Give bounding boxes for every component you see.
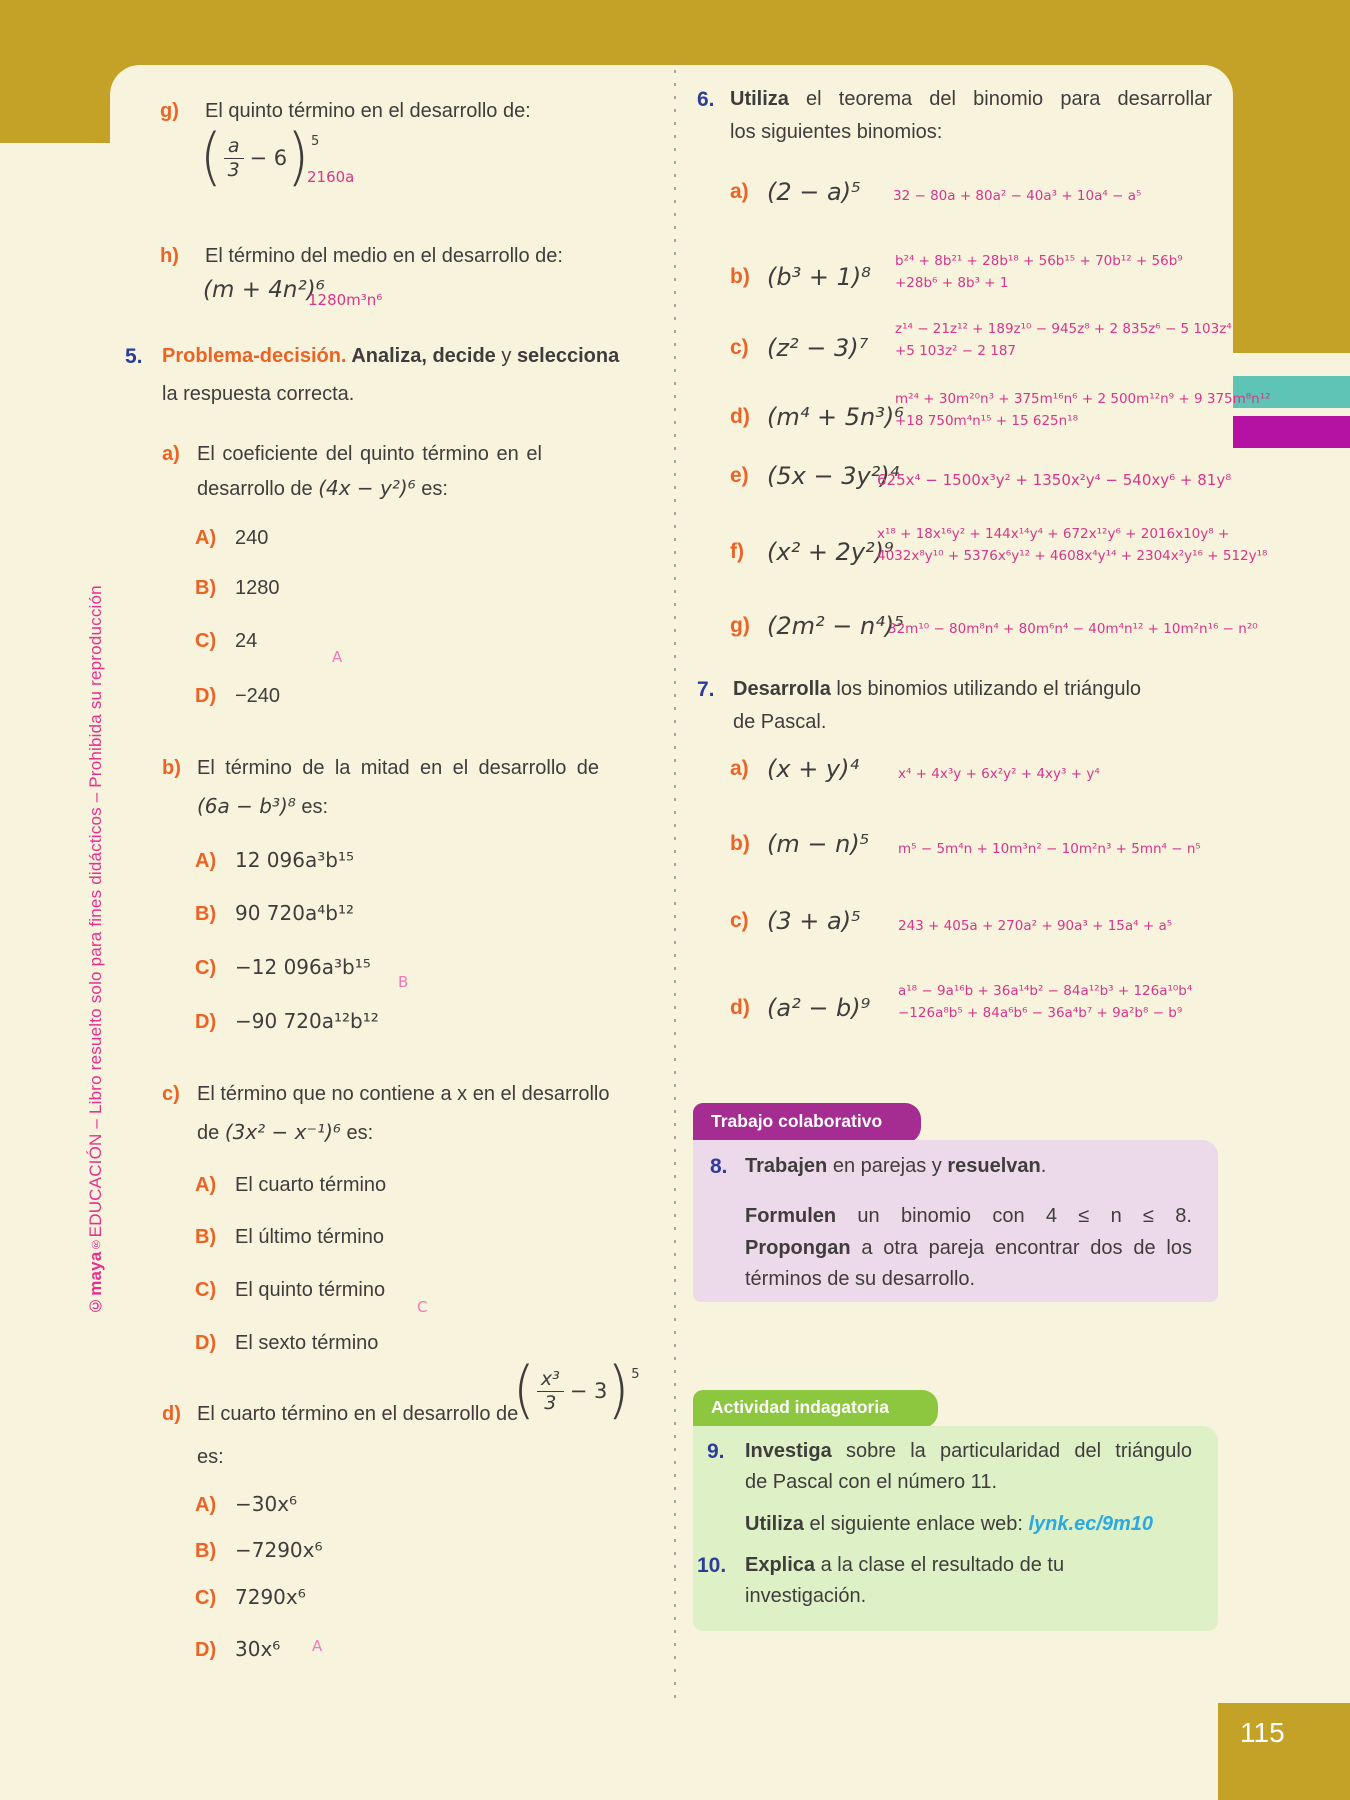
exercise-9-number: 9. [707,1440,725,1463]
ex6-item-c: c) (z² − 3)⁷ z¹⁴ − 21z¹² + 189z¹⁰ − 945z⁸ + 2 835z⁶ − 5 103z⁴ +5 103z² − 2 187 [730,321,1232,362]
q5a-line2: desarrollo de (4x − y²)⁶ es: [197,476,448,500]
page-number: 115 [1240,1717,1285,1748]
q5b-line1: El término de la mitad en el desarrollo de [197,757,599,779]
exercise-6-title: Utiliza el teorema del binomio para desarrollar [730,88,1212,110]
q5d-option-D: D) 30x⁶ [195,1637,281,1661]
fraction: $\frac{a}{3}$ [224,135,244,182]
exercise-7-title: Desarrolla los binomios utilizando el triángulo [733,678,1142,700]
ex7-item-c: c) (3 + a)⁵ 243 + 405a + 270a² + 90a³ + 15a⁴ + a⁵ [730,907,1173,935]
q5d-answer: A [312,1637,323,1655]
exercise-6-number: 6. [697,88,715,111]
ex6-item-g: g) (2m² − n⁴)⁵ 32m¹⁰ − 80m⁸n⁴ + 80m⁶n⁴ − 40m⁴n¹² + 10m²n¹⁶ − n²⁰ [730,612,1258,640]
q5c-option-D: D) El sexto término [195,1332,379,1354]
exercise-8-para-line3: términos de su desarrollo. [745,1268,976,1290]
inquiry-box-title: Actividad indagatoria [711,1397,889,1417]
item-g-text: El quinto término en el desarrollo de: [205,100,531,122]
exercise-10-line1: Explica a la clase el resultado de tu [745,1554,1065,1576]
q5a-line1: El coeficiente del quinto término en el [197,443,542,465]
q5b-option-D: D) −90 720a¹²b¹² [195,1009,379,1033]
q5c-option-C: C) El quinto término [195,1279,386,1301]
ex6-item-a: a) (2 − a)⁵ 32 − 80a + 80a² − 40a³ + 10a⁴ − a⁵ [730,178,1142,206]
q5d-option-B: B) −7290x⁶ [195,1538,323,1562]
q5a-option-B: B) 1280 [195,577,280,599]
item-h-text: El término del medio en el desarrollo de: [205,245,563,267]
q5a-option-C: C) 24 [195,630,258,652]
q5b-option-B: B) 90 720a⁴b¹² [195,901,354,925]
q5b-answer: B [398,973,409,991]
ex7-item-d: d) (a² − b)⁹ a¹⁸ − 9a¹⁶b + 36a¹⁴b² − 84a¹²b³ + 126a¹⁰b⁴ −126a⁸b⁵ + 84a⁶b⁶ − 36a⁴b⁷ + 9a²b⁸ − b⁹ [730,983,1193,1022]
ex6-item-b: b) (b³ + 1)⁸ b²⁴ + 8b²¹ + 28b¹⁸ + 56b¹⁵ + 70b¹² + 56b⁹ +28b⁶ + 8b³ + 1 [730,253,1183,291]
ex7-item-b: b) (m − n)⁵ m⁵ − 5m⁴n + 10m³n² − 10m²n³ + 5mn⁴ − n⁵ [730,830,1201,858]
exercise-5-number: 5. [125,345,143,368]
exercise-10-number: 10. [697,1554,727,1577]
exercise-10-line2: investigación. [745,1585,867,1607]
q5d-label: d) [162,1403,181,1425]
collab-box-title: Trabajo colaborativo [711,1111,883,1131]
exercise-9-line1: Investiga sobre la particularidad del triángulo [745,1440,1192,1462]
ex6-item-f: f) (x² + 2y²)⁹ x¹⁸ + 18x¹⁶y² + 144x¹⁴y⁴ + 672x¹²y⁶ + 2016x10y⁸ + 4032x⁸y¹⁰ + 5376x⁶y¹² + 4608x⁴y¹⁴ + 2304x²y¹⁶ + 512y¹⁸ [730,526,1268,566]
exercise-7-number: 7. [697,678,715,701]
item-g-answer: 2160a [307,168,355,186]
item-h-label: h) [160,245,179,267]
item-h-answer: 1280m³n⁶ [308,291,383,309]
close-paren: ) [607,1354,630,1427]
q5d-formula: ( $\frac{\text{x³}}{3}$ − 3 ) 5 [513,1354,640,1427]
column-divider [674,70,676,1700]
q5a-option-D: D) −240 [195,685,281,707]
exercise-5-title: Problema-decisión. Analiza, decide y selecciona [162,345,620,367]
item-g-formula: ( $\frac{a}{3}$ − 6 ) 5 [200,121,320,194]
q5b-option-A: A) 12 096a³b¹⁵ [195,848,354,872]
open-paren: ( [200,121,222,194]
q5c-label: c) [162,1083,180,1105]
publisher-brand: ©maya [86,1251,105,1315]
exercise-7-title-line2: de Pascal. [733,711,827,733]
page-number-block [1218,1703,1350,1800]
exercise-9-link-line: Utiliza el siguiente enlace web: lynk.ec/9m10 [745,1513,1154,1535]
exercise-9-line2: de Pascal con el número 11. [745,1471,998,1493]
fraction: $\frac{\text{x³}}{3}$ [537,1368,564,1415]
exercise-8-number: 8. [710,1155,728,1178]
q5c-line1: El término que no contiene a x en el desarrollo [197,1083,610,1105]
q5c-answer: C [417,1298,428,1316]
registered-mark: ® [89,1237,103,1252]
top-banner [0,0,1350,65]
q5b-option-C: C) −12 096a³b¹⁵ [195,955,371,979]
web-link[interactable]: lynk.ec/9m10 [1028,1513,1154,1535]
q5d-option-A: A) −30x⁶ [195,1492,298,1516]
item-g-label: g) [160,100,179,122]
q5a-option-A: A) 240 [195,527,269,549]
q5c-option-B: B) El último término [195,1226,384,1248]
q5d-line2: es: [197,1446,224,1468]
q5a-answer: A [332,648,343,666]
open-paren: ( [513,1354,535,1427]
exercise-6-title-line2: los siguientes binomios: [730,121,943,143]
copyright-text: EDUCACIÓN – Libro resuelto solo para fines didácticos – Prohibida su reproducción [86,585,105,1238]
exercise-8-line: Trabajen en parejas y resuelvan. [745,1155,1047,1177]
sidebar-copyright [86,445,106,1315]
exercise-5-title-line2: la respuesta correcta. [162,383,355,405]
close-paren: ) [287,121,310,194]
ex6-item-d: d) (m⁴ + 5n³)⁶ m²⁴ + 30m²⁰n³ + 375m¹⁶n⁶ + 2 500m¹²n⁹ + 9 375m⁸n¹² +18 750m⁴n¹⁵ + 15 625n¹⁸ [730,391,1271,431]
q5c-line2: de (3x² − x⁻¹)⁶ es: [197,1120,374,1144]
q5c-option-A: A) El cuarto término [195,1174,387,1196]
exercise-8-para-line2: Propongan a otra pareja encontrar dos de los [745,1237,1192,1259]
ex6-item-e: e) (5x − 3y²)⁴ 625x⁴ − 1500x³y² + 1350x²y⁴ − 540xy⁶ + 81y⁸ [730,462,1232,490]
exercise-8-para-line1: Formulen un binomio con 4 ≤ n ≤ 8. [745,1205,1192,1227]
ex7-item-a: a) (x + y)⁴ x⁴ + 4x³y + 6x²y² + 4xy³ + y⁴ [730,755,1100,783]
q5d-option-C: C) 7290x⁶ [195,1585,306,1609]
q5a-label: a) [162,443,180,465]
item-h-formula: (m + 4n²)⁶ [203,277,325,303]
q5b-line2: (6a − b³)⁸ es: [197,794,329,818]
q5d-line1: El cuarto término en el desarrollo de [197,1403,519,1425]
q5b-label: b) [162,757,181,779]
